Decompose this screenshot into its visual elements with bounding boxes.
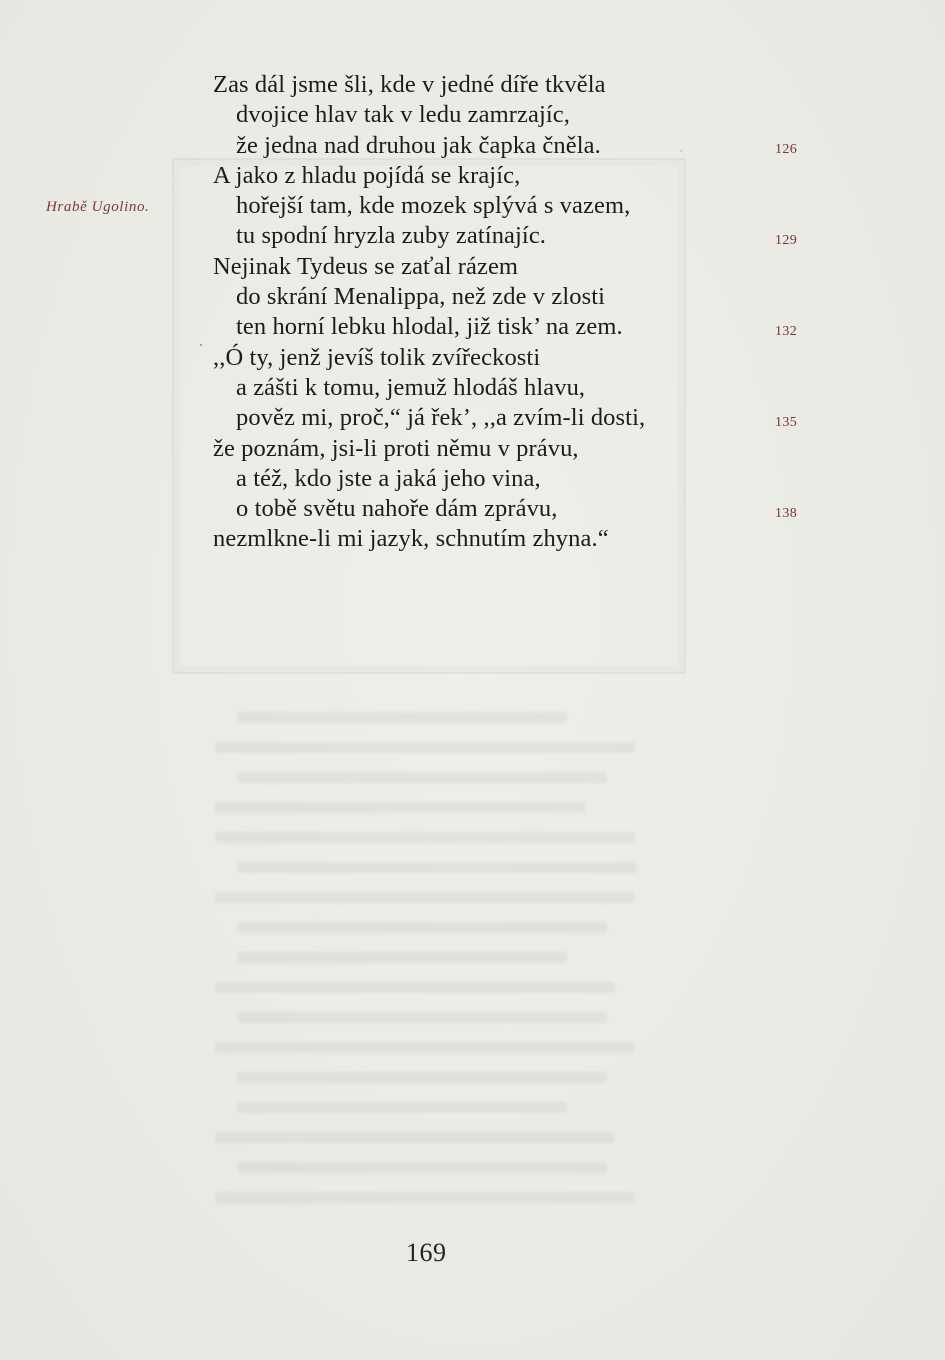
- show-through-line: [237, 1102, 567, 1113]
- line-number: 126: [775, 142, 798, 157]
- line-number: 138: [775, 506, 798, 521]
- verse-line: a zášti k tomu, jemuž hlodáš hlavu,: [236, 373, 586, 401]
- verse-block: [213, 70, 645, 555]
- verse-line: dvojice hlav tak v ledu zamrzajíc,: [236, 101, 571, 129]
- page-number: 169: [406, 1238, 447, 1267]
- paper-speck: [680, 150, 682, 152]
- show-through-line: [215, 742, 635, 753]
- verse-line: hořejší tam, kde mozek splývá s vazem,: [236, 192, 631, 220]
- verse-line: ,,Ó ty, jenž jevíš tolik zvířeckosti: [213, 343, 541, 371]
- line-number: 132: [775, 324, 798, 339]
- verse-line: Nejinak Tydeus se zaťal rázem: [213, 252, 519, 280]
- show-through-line: [237, 712, 567, 723]
- verse-line: A jako z hladu pojídá se krajíc,: [213, 161, 521, 189]
- show-through-line: [237, 922, 607, 933]
- show-through-line: [215, 892, 635, 903]
- show-through-line: [215, 1132, 615, 1143]
- verse-line: pověz mi, proč,“ já řek’, ,,a zvím-li dosti,: [236, 404, 646, 432]
- show-through-text: [215, 712, 655, 1222]
- show-through-line: [237, 772, 607, 783]
- verse-line: že jedna nad druhou jak čapka čněla.: [236, 131, 601, 159]
- show-through-line: [215, 832, 635, 843]
- verse-line: nezmlkne-li mi jazyk, schnutím zhyna.“: [213, 525, 609, 553]
- show-through-line: [237, 1012, 607, 1023]
- verse-line: Zas dál jsme šli, kde v jedné díře tkvěla: [213, 71, 606, 98]
- verse-line: o tobě světu nahoře dám zprávu,: [236, 495, 558, 523]
- show-through-line: [215, 802, 585, 813]
- marginal-note: Hrabě Ugolino.: [46, 199, 150, 215]
- show-through-line: [237, 1072, 607, 1083]
- verse-line: do skrání Menalippa, než zde v zlosti: [236, 283, 606, 311]
- line-number: 129: [775, 233, 798, 248]
- verse-line: ten horní lebku hlodal, již tisk’ na zem.: [236, 313, 623, 341]
- show-through-line: [237, 862, 637, 873]
- line-number: 135: [775, 415, 798, 430]
- verse-line: a též, kdo jste a jaká jeho vina,: [236, 464, 541, 492]
- show-through-line: [215, 982, 615, 993]
- verse-line: že poznám, jsi-li proti němu v právu,: [213, 434, 579, 462]
- verse-line: tu spodní hryzla zuby zatínajíc.: [236, 222, 547, 250]
- show-through-line: [215, 1192, 635, 1203]
- show-through-line: [237, 952, 567, 963]
- show-through-line: [215, 1042, 635, 1053]
- paper-speck: [200, 344, 202, 346]
- show-through-line: [237, 1162, 607, 1173]
